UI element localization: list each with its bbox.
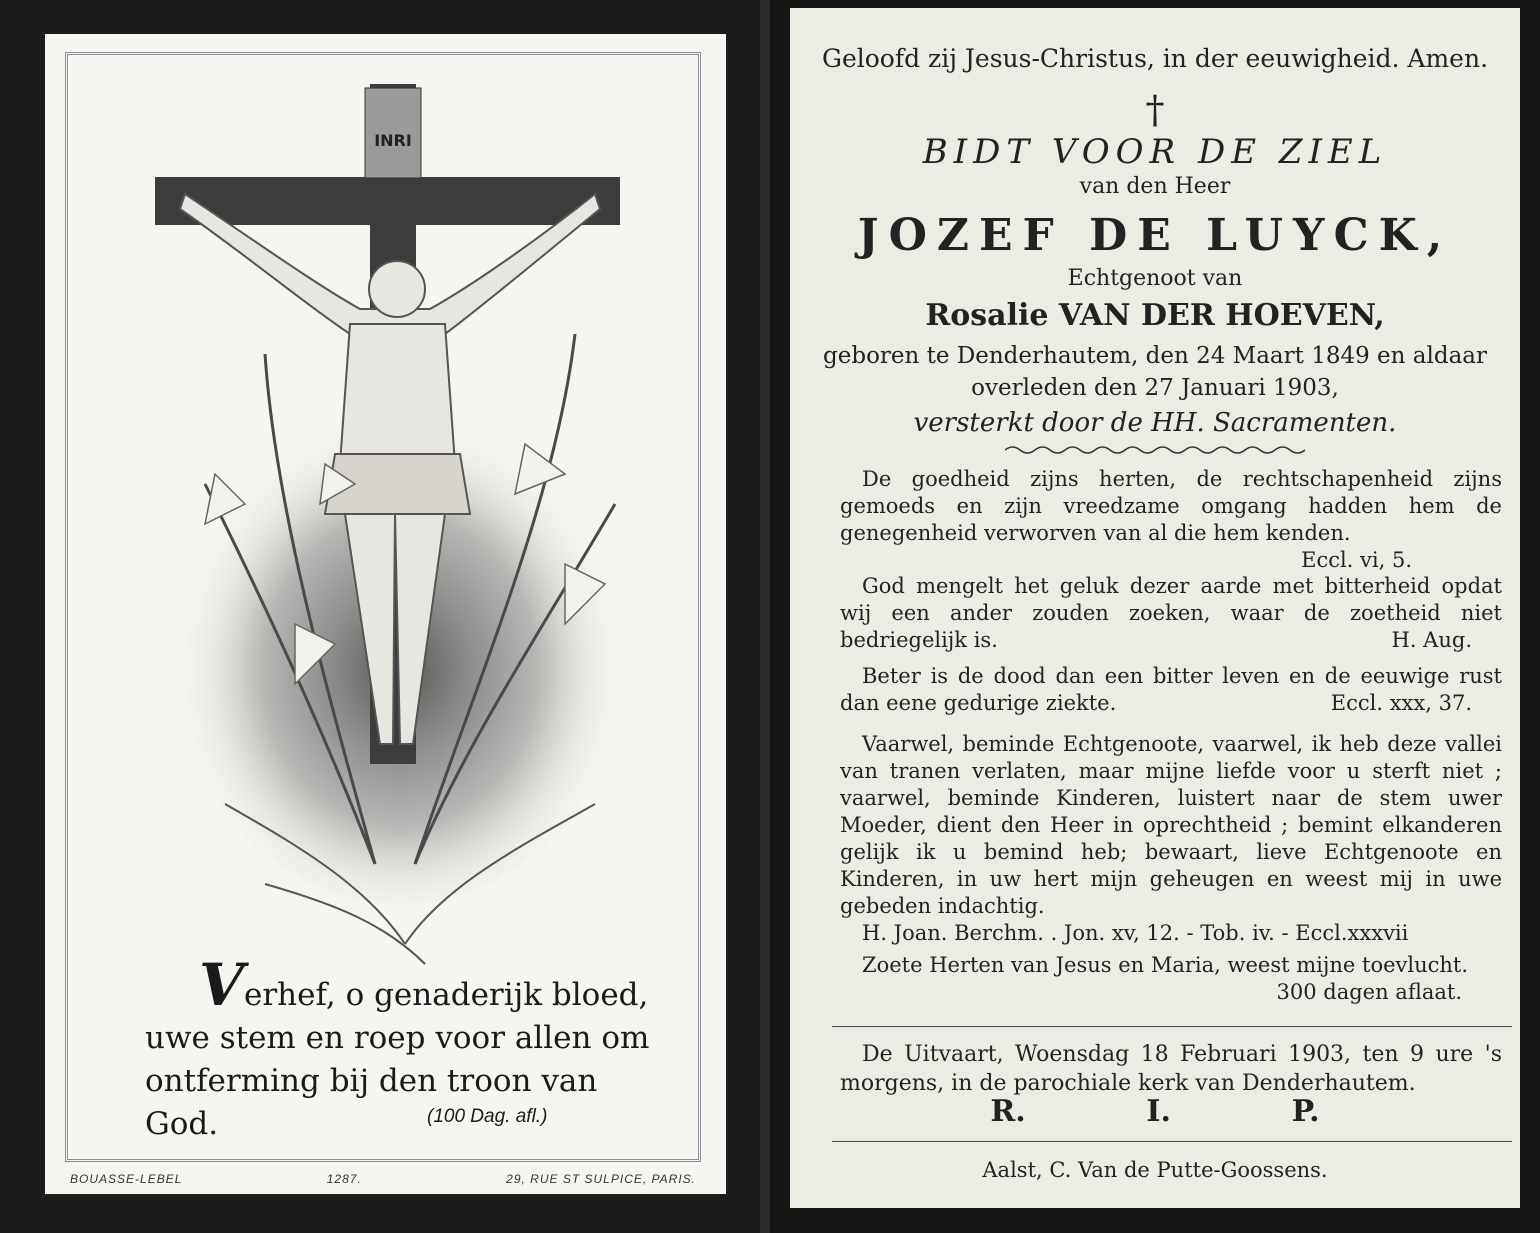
para4-text: Vaarwel, beminde Echtgenoote, vaarwel, ik heb deze vallei van tranen verlaten, maar mijne liefde voor u sterft niet ; vaarwel, beminde Kinderen, luistert naar de stem uwer Moeder, dient den Heer in oprechtheid ; bemint elkanderen gelijk ik u bemind heb; bewaart, lieve Echtgenoote en Kinderen, in uw hert mijn geheugen en weest mij in uwe gebeden indachtig. <box>840 732 1502 918</box>
divider-line <box>832 1026 1512 1027</box>
verse-drop-cap: V <box>199 951 245 1019</box>
rip-letters <box>790 1094 1520 1129</box>
deceased-name: JOZEF DE LUYCK, <box>857 210 1453 261</box>
paragraph-goodness <box>840 466 1502 574</box>
verse-line-1 <box>145 951 665 1019</box>
para1-reference: Eccl. vi, 5. <box>1301 548 1412 572</box>
left-card-border <box>0 0 760 1233</box>
imprint-address: 29, RUE ST SULPICE, PARIS. <box>506 1172 696 1186</box>
printer-credit: Aalst, C. Van de Putte-Goossens. <box>982 1158 1328 1182</box>
paragraph-farewell <box>840 731 1502 947</box>
para1-text: De goedheid zijns herten, de rechtschapenheid zijns gemoeds en zijn vreedzame omgang hadden hem de genegenheid verworven van al die hem kenden. <box>840 467 1502 545</box>
rip-p: P. <box>1291 1094 1320 1129</box>
rip-r: R. <box>990 1094 1026 1129</box>
paragraph-god <box>840 573 1502 654</box>
para5-text: Zoete Herten van Jesus en Maria, weest mijne toevlucht. <box>862 953 1469 977</box>
prayer-heading: BIDT VOOR DE ZIEL <box>922 132 1388 172</box>
verse-line-1-text: erhef, o genaderijk bloed, <box>244 977 649 1013</box>
wavy-divider <box>1005 444 1305 456</box>
indulgence-note: (100 Dag. afl.) <box>427 1106 548 1127</box>
verse-line-2: uwe stem en roep voor allen om <box>145 1020 650 1056</box>
paragraph-death <box>840 663 1502 717</box>
heer-line: van den Heer <box>1079 174 1231 199</box>
divider-line-bottom <box>832 1141 1512 1142</box>
inri-text: INRI <box>374 131 412 150</box>
imprint-number: 1287. <box>326 1172 362 1186</box>
cross-icon: † <box>1145 88 1165 132</box>
death-line: overleden den 27 Januari 1903, <box>971 375 1339 401</box>
paragraph-hearts <box>840 952 1502 1006</box>
spouse-intro: Echtgenoot van <box>1067 266 1243 291</box>
rip-i: I. <box>1146 1094 1171 1129</box>
sacraments-line: versterkt door de HH. Sacramenten. <box>913 408 1397 438</box>
para4-reference: H. Joan. Berchm. . Jon. xv, 12. - Tob. iv. - Eccl.xxxvii <box>862 921 1409 945</box>
spouse-name: Rosalie VAN DER HOEVEN, <box>925 298 1385 333</box>
para5-reference: 300 dagen aflaat. <box>1276 980 1462 1004</box>
right-card-paper <box>790 8 1520 1208</box>
para3-text: Beter is de dood dan een bitter leven en de eeuwige rust dan eene gedurige ziekte. <box>840 664 1502 715</box>
para2-text: God mengelt het geluk dezer aarde met bitterheid opdat wij een ander zouden zoeken, waar de zoetheid niet bedriegelijk is. <box>840 574 1502 652</box>
para2-reference: H. Aug. <box>1391 628 1472 652</box>
devotional-verse <box>145 951 665 1146</box>
cross-horizontal-beam <box>155 177 620 225</box>
invocation-line: Geloofd zij Jesus-Christus, in der eeuwigheid. Amen. <box>821 44 1489 73</box>
imprint-publisher: BOUASSE-LEBEL <box>70 1172 183 1186</box>
left-card-paper <box>45 34 726 1194</box>
verse-line-3: ontferming bij den troon van God. <box>145 1063 598 1142</box>
para3-reference: Eccl. xxx, 37. <box>1330 691 1472 715</box>
crucifix-illustration <box>145 84 665 984</box>
publisher-imprint <box>70 1172 696 1186</box>
funeral-notice: De Uitvaart, Woensdag 18 Februari 1903, ten 9 ure 's morgens, in de parochiale kerk van Denderhautem. <box>840 1042 1502 1096</box>
birth-line: geboren te Denderhautem, den 24 Maart 1849 en aldaar <box>823 343 1487 369</box>
right-card-border <box>770 0 1540 1233</box>
